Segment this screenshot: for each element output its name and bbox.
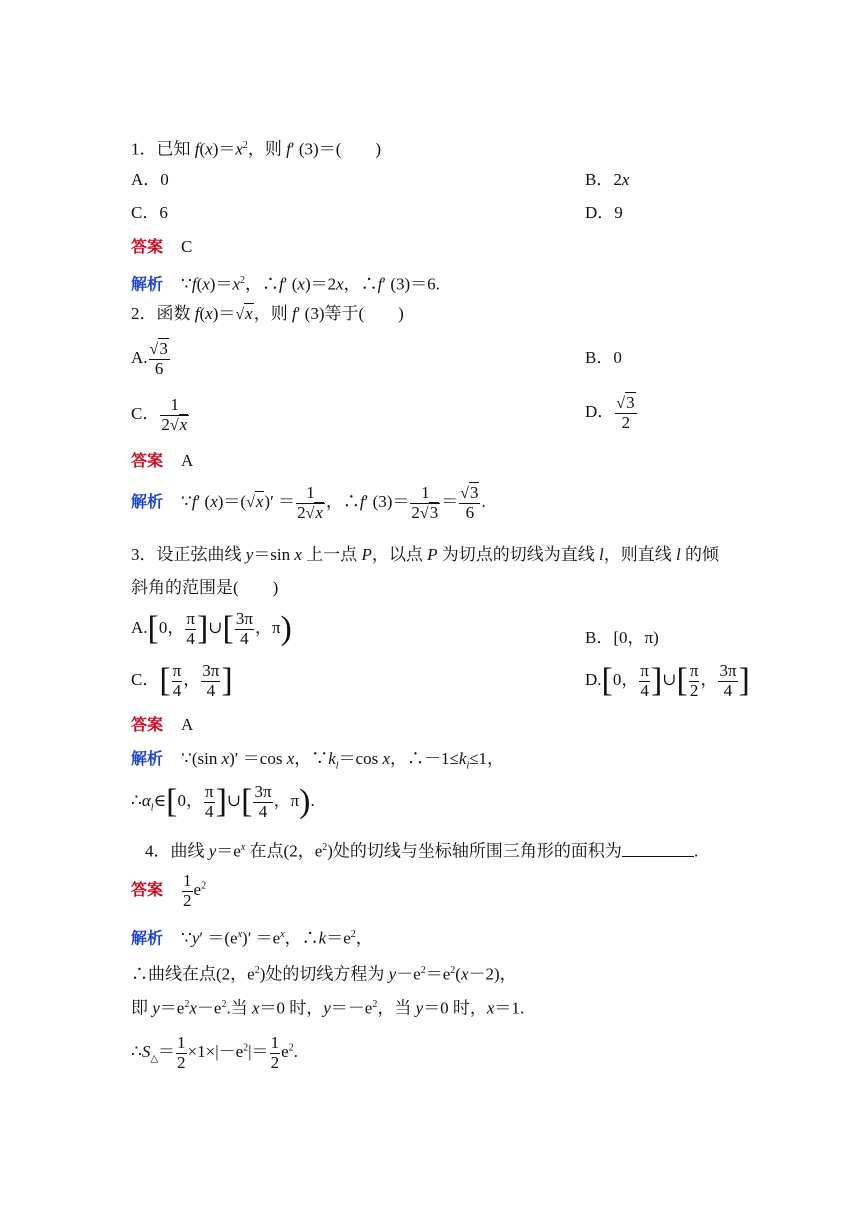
- q3-option-b: B．[0，π): [585, 628, 659, 647]
- q1-option-b: B．2x: [585, 170, 630, 189]
- q1-answer-line: [131, 236, 192, 258]
- q2-option-d: D． $\frac{√3}{2}$: [585, 393, 635, 432]
- answer-label: 答案: [131, 237, 164, 256]
- q4-analysis-line1: 解析 ∵y′ $=(e^x)' =e^x$，$\therefore k=e^2$，: [131, 928, 373, 948]
- answer-label: 答案: [131, 451, 164, 470]
- analysis-label: 解析: [131, 928, 164, 948]
- question-4-stem: 4．曲线 $y=e^x$ 在点(2，$e^2$)处的切线与坐标轴所围三角形的面积为 .: [145, 841, 699, 861]
- q1-option-c: C．6: [131, 203, 168, 222]
- question-2-stem: 2．函数 f(x)＝√x，则 f′ (3)等于( ): [131, 304, 404, 323]
- analysis-label: 解析: [131, 274, 164, 294]
- q2-option-b: B．0: [585, 348, 622, 367]
- q2-analysis-line: 解析 ∵f′ (x)＝(√x)′ ＝ $\frac{1}{2√x}$ ，∴f′ (3)＝ $\frac{1}{2√3}$ ＝ $\frac{√3}{6}$ .: [131, 483, 486, 522]
- q1-option-d: D．9: [585, 203, 623, 222]
- q1-answer: C: [181, 237, 193, 256]
- q1-option-a: A．0: [131, 170, 169, 189]
- q1-analysis-line: 解析 $\because f(x)=x^2$，∴f′ (x)＝2x，∴f′ (3)＝6.: [131, 274, 440, 294]
- q3-option-c: C．[ $\frac{\pi}{4}$ ， $\frac{3\pi}{4}$ ]: [131, 661, 233, 700]
- q3-analysis-line1: 解析 ∵(sin x)′ ＝cos x，$\because k_l=\cos$ x，$\therefore-1\le k_l\le 1$，: [131, 749, 505, 772]
- q2-answer-line: [131, 450, 193, 472]
- question-3-stem-line2: 斜角的范围是( ): [131, 578, 279, 597]
- q2-answer: A: [181, 451, 194, 470]
- q4-analysis-line4: $\therefore S_\triangle=$ $\frac{1}{2}$ $\times 1\times|-e^2|=$ $\frac{1}{2}$ $e^2$.: [131, 1033, 298, 1072]
- question-1-stem: 1．已知 $f(x)=x^2$，则 f′ (3)＝( ): [131, 139, 382, 159]
- q3-analysis-line2: $\therefore\alpha_l\in[0$， $\frac{\pi}{4}$ ]∪[ $\frac{3\pi}{4}$ ，π).: [131, 782, 315, 821]
- analysis-label: 解析: [131, 749, 164, 768]
- q4-answer-line: 答案 $\frac{1}{2}$ $e^2$: [131, 871, 207, 910]
- q3-answer: A: [181, 715, 194, 734]
- q4-analysis-line2: ∴曲线在点(2，$e^2$)处的切线方程为 $y-e^2=e^2(x-2)$，: [131, 964, 517, 984]
- q2-option-c: C． $\frac{1}{2√x}$: [131, 395, 188, 434]
- analysis-label: 解析: [131, 492, 164, 512]
- question-3-stem-line1: 3．设正弦曲线 y＝sin x 上一点 P，以点 P 为切点的切线为直线 l，则直线 l 的倾: [131, 545, 719, 564]
- answer-label: 答案: [131, 880, 164, 900]
- q3-option-d: D.[0， $\frac{\pi}{4}$ ]∪[ $\frac{\pi}{2}$ ， $\frac{3\pi}{4}$ ]: [585, 661, 750, 700]
- q3-answer-line: [131, 714, 193, 736]
- q3-option-a: A.[0， $\frac{\pi}{4}$ ]∪[ $\frac{3\pi}{4}$ ，π): [131, 609, 292, 648]
- answer-blank[interactable]: [622, 842, 694, 857]
- answer-label: 答案: [131, 715, 164, 734]
- q4-analysis-line3: 即 $y=e^2x-e^2$.当 x＝0 时，$y=-e^2$，当 y＝0 时，x＝1.: [131, 998, 525, 1018]
- q2-option-a: A. $\frac{√3}{6}$: [131, 339, 168, 378]
